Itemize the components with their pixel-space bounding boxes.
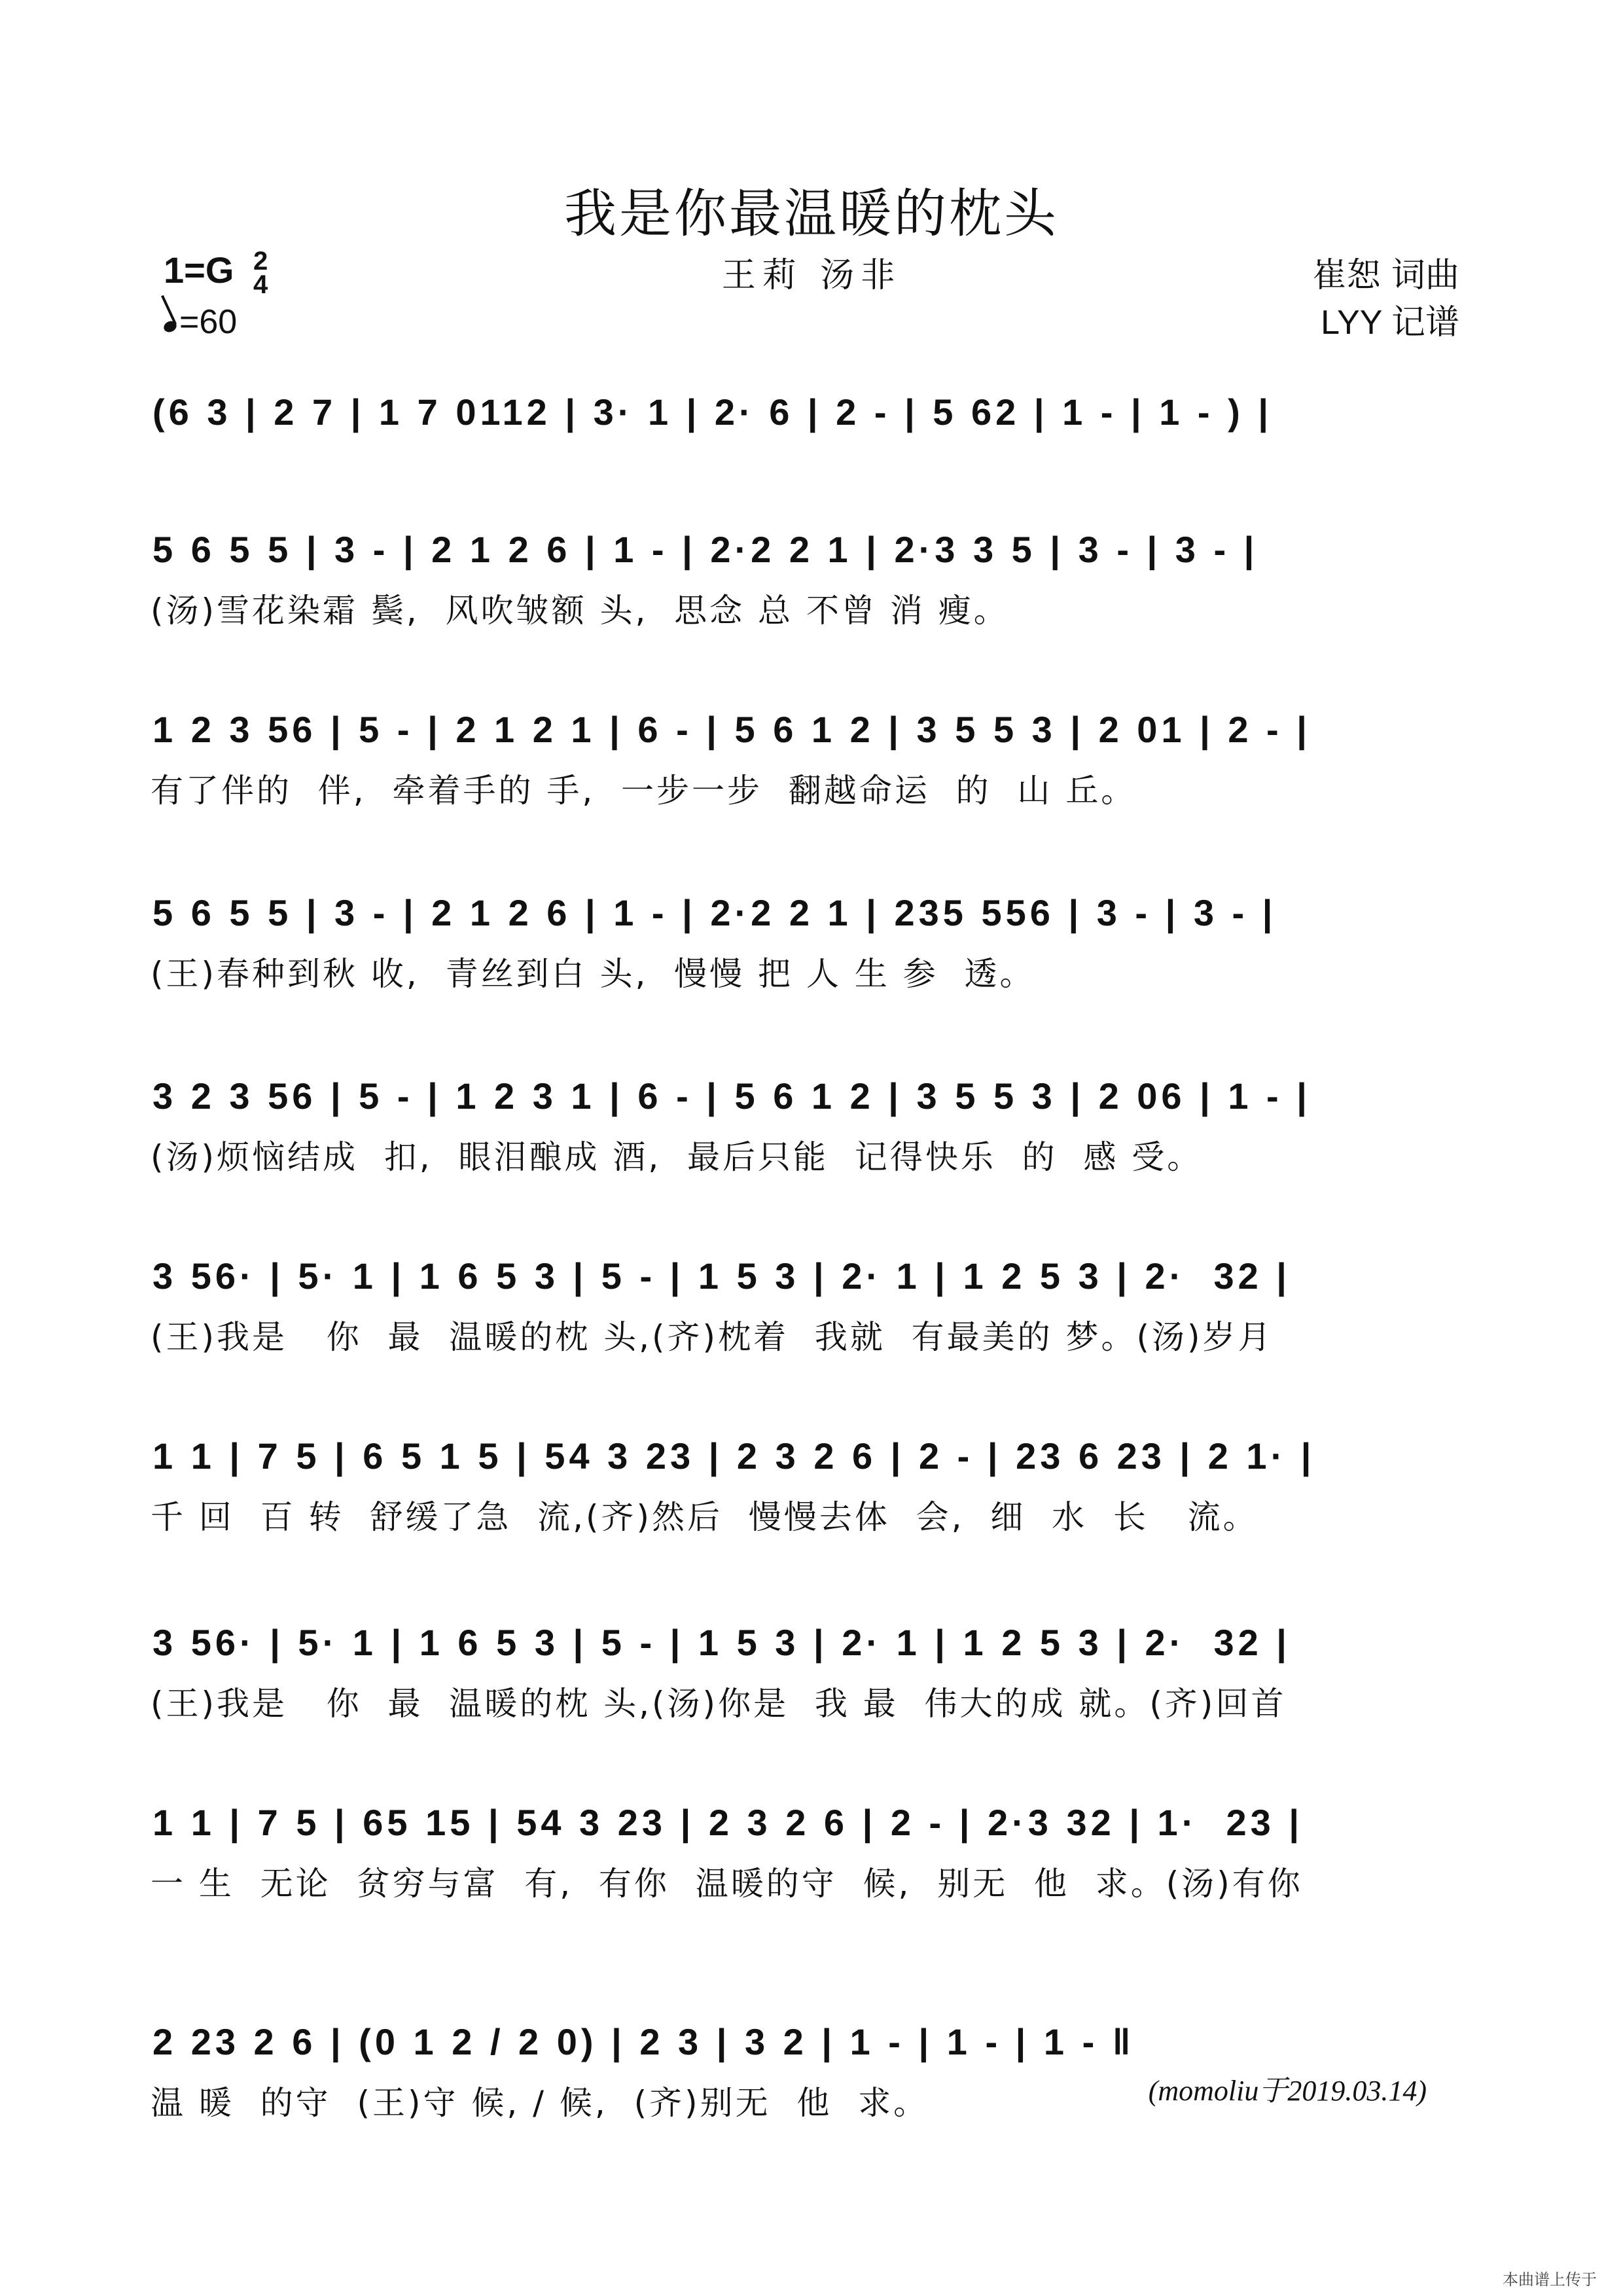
lyrics-line: 千 回 百 转 舒缓了急 流,(齐)然后 慢慢去体 会, 细 水 长 流。 (151, 1498, 1258, 1536)
notes-line: 3 56· | 5· 1 | 1 6 5 3 | 5 - | 1 5 3 | 2· 1 | 1 2 5 3 | 2· 32 | (152, 1255, 1291, 1297)
lyrics-line: 温 暖 的守 (王)守 候, / 候, (齐)别无 他 求。 (151, 2084, 929, 2122)
system-3 (151, 704, 1479, 814)
singers: 王莉 汤非 (721, 256, 902, 295)
notes-line: 5 6 5 5 | 3 - | 2 1 2 6 | 1 - | 2·2 2 1 | 235 556 | 3 - | 3 - | (152, 892, 1277, 933)
lyrics-line: (王)春种到秋 收, 青丝到白 头, 慢慢 把 人 生 参 透。 (151, 955, 1035, 993)
notes-line: 1 1 | 7 5 | 6 5 1 5 | 54 3 23 | 2 3 2 6 | 2 - | 23 6 23 | 2 1· | (152, 1435, 1315, 1477)
lyrics-line: (汤)雪花染霜 鬓, 风吹皱额 头, 思念 总 不曾 消 瘦。 (151, 592, 1009, 630)
system-6 (151, 1250, 1479, 1360)
lyrics-line: (王)我是 你 最 温暖的枕 头,(齐)枕着 我就 有最美的 梦。(汤)岁月 (151, 1318, 1274, 1356)
system-7 (151, 1430, 1479, 1540)
transcriber-credit: LYY 记谱 (1321, 304, 1459, 342)
footer-watermark: 本曲谱上传于 (1503, 2270, 1597, 2289)
song-title: 我是你最温暖的枕头 (564, 183, 1059, 244)
notes-line: 3 2 3 56 | 5 - | 1 2 3 1 | 6 - | 5 6 1 2 | 3 5 5 3 | 2 06 | 1 - | (152, 1075, 1311, 1117)
lyrics-line: 有了伴的 伴, 牵着手的 手, 一步一步 翻越命运 的 山 丘。 (151, 772, 1137, 810)
tempo-marking (164, 302, 237, 342)
system-4 (151, 887, 1479, 997)
lyrics-line: (王)我是 你 最 温暖的枕 头,(汤)你是 我 最 伟大的成 就。(齐)回首 (151, 1685, 1287, 1723)
system-5 (151, 1070, 1479, 1180)
notes-line: 1 1 | 7 5 | 65 15 | 54 3 23 | 2 3 2 6 | 2 - | 2·3 32 | 1· 23 | (152, 1802, 1303, 1843)
notes-line: (6 3 | 2 7 | 1 7 0112 | 3· 1 | 2· 6 | 2 - | 5 62 | 1 - | 1 - ) | (152, 391, 1272, 433)
notes-line: 2 23 2 6 | (0 1 2 / 2 0) | 2 3 | 3 2 | 1 - | 1 - | 1 - ‖ (152, 2021, 1135, 2062)
composer-credit: 崔恕 词曲 (1312, 256, 1459, 295)
transcription-credit: (momoliu于2019.03.14) (1148, 2075, 1427, 2107)
notes-line: 5 6 5 5 | 3 - | 2 1 2 6 | 1 - | 2·2 2 1 | 2·3 3 5 | 3 - | 3 - | (152, 529, 1258, 570)
time-signature-top: 2 (253, 247, 268, 276)
notes-line: 3 56· | 5· 1 | 1 6 5 3 | 5 - | 1 5 3 | 2· 1 | 1 2 5 3 | 2· 32 | (152, 1622, 1291, 1663)
system-8 (151, 1617, 1479, 1727)
system-2 (151, 524, 1479, 634)
system-9 (151, 1797, 1479, 1907)
lyrics-line: 一 生 无论 贫穷与富 有, 有你 温暖的守 候, 别无 他 求。(汤)有你 (151, 1865, 1303, 1903)
tempo-value: =60 (179, 303, 238, 341)
lyrics-line: (汤)烦恼结成 扣, 眼泪酿成 酒, 最后只能 记得快乐 的 感 受。 (151, 1138, 1203, 1176)
key-label: 1=G (164, 249, 234, 291)
time-signature-bottom: 4 (253, 270, 268, 300)
notes-line: 1 2 3 56 | 5 - | 2 1 2 1 | 6 - | 5 6 1 2 | 3 5 5 3 | 2 01 | 2 - | (152, 709, 1311, 750)
quarter-note-icon (162, 319, 179, 334)
system-1 (151, 386, 1479, 439)
